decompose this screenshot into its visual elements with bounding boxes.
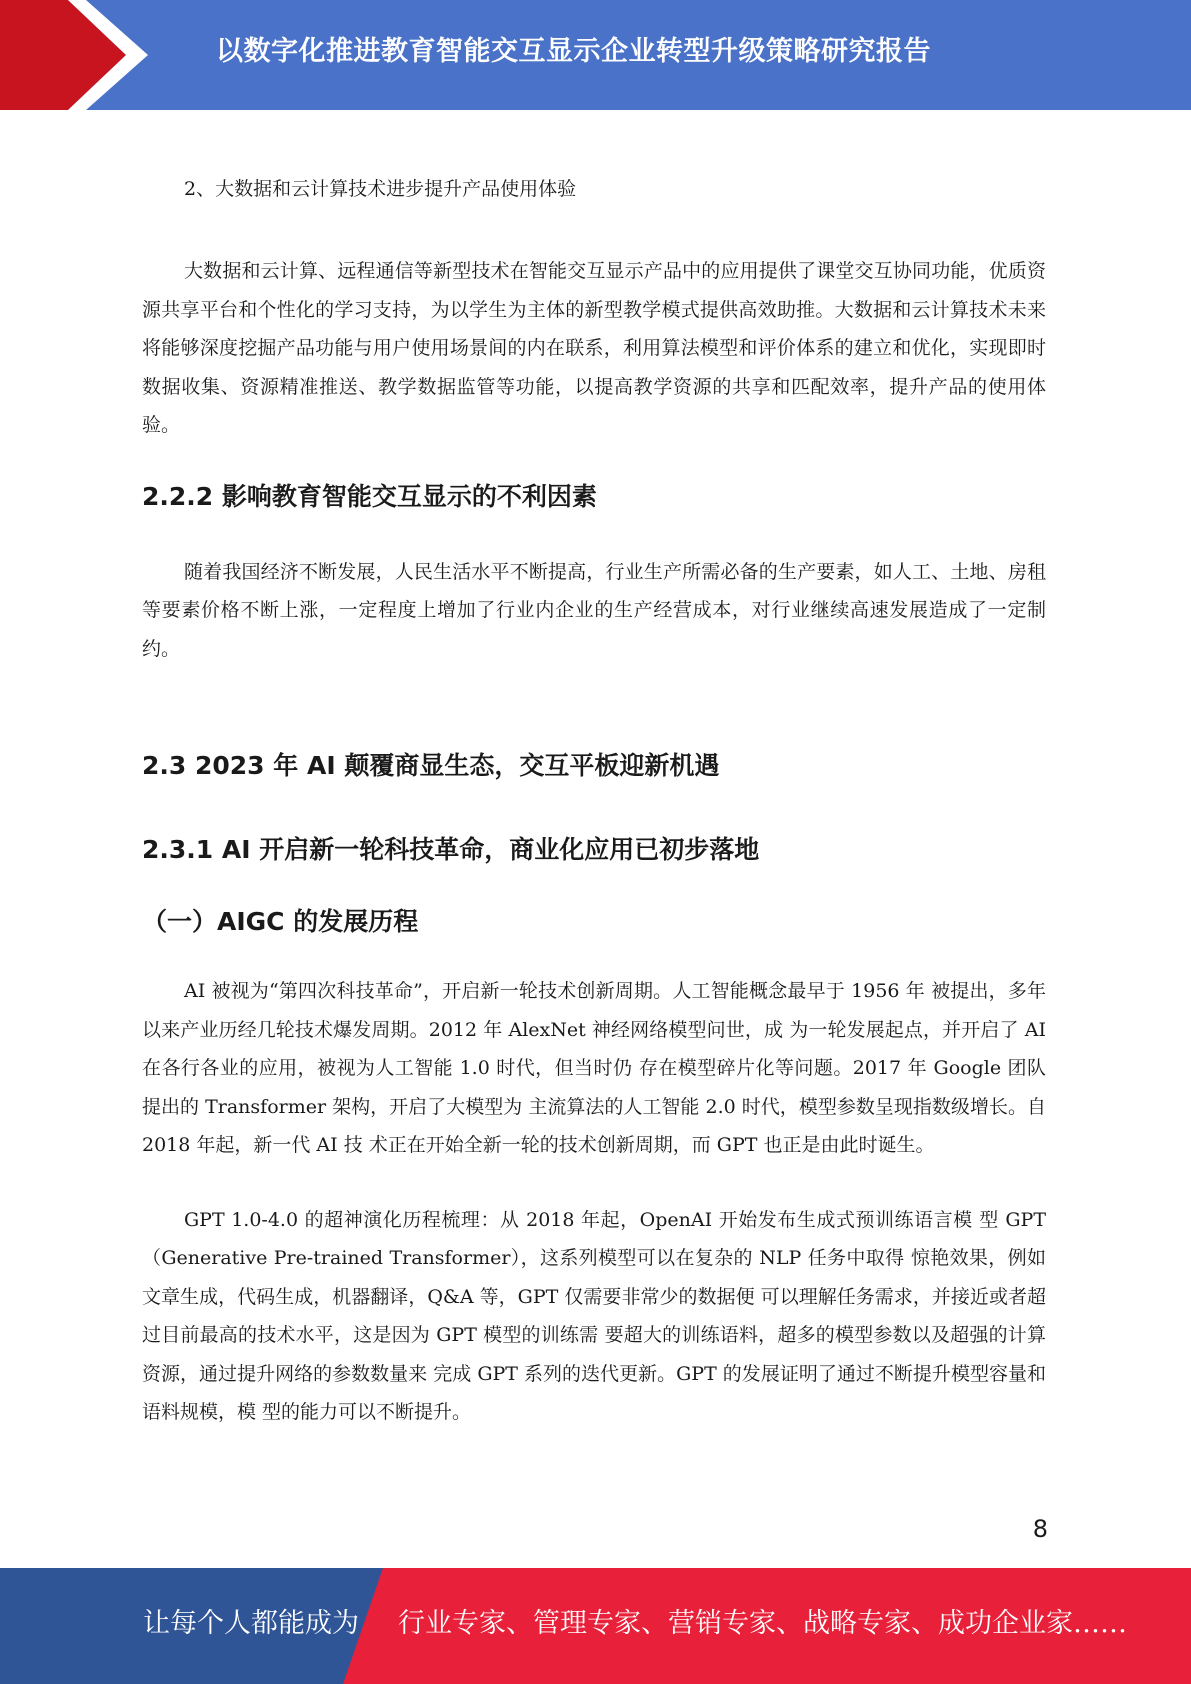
body-paragraph: 大数据和云计算、远程通信等新型技术在智能交互显示产品中的应用提供了课堂交互协同功能，优质资源共享平台和个性化的学习支持，为以学生为主体的新型教学模式提供高效助推。大数据和云计算技术未来将能够深度挖掘产品功能与用户使用场景间的内在联系，利用算法模型和评价体系的建立和优化，实现即时数据收集、资源精准推送、教学数据监管等功能，以提高教学资源的共享和匹配效率，提升产品的使用体验。 bbox=[142, 260, 1046, 436]
section-heading-2-2-2: 2.2.2 影响教育智能交互显示的不利因素 bbox=[142, 481, 597, 511]
header-banner bbox=[0, 0, 1191, 110]
section-heading-2-3-1: 2.3.1 AI 开启新一轮科技革命，商业化应用已初步落地 bbox=[142, 835, 760, 864]
sub-item-heading: 2、大数据和云计算技术进步提升产品使用体验 bbox=[184, 178, 577, 200]
subsection-heading-aigc: （一）AIGC 的发展历程 bbox=[142, 907, 419, 936]
body-paragraph: GPT 1.0-4.0 的超神演化历程梳理：从 2018 年起，OpenAI 开始发布生成式预训练语言模 型 GPT（Generative Pre-trained Transformer），这系列模型可以在复杂的 NLP 任务中取得 惊艳效果，例如文章生成，代码生成，机器翻译，Q&A 等，GPT 仅需要非常少的数据便 可以理解任务需求，并接近或者超过目前最高的技术水平，这是因为 GPT 模型的训练需 要超大的训练语料，超多的模型参数以及超强的计算资源，通过提升网络的参数数量来 完成 GPT 系列的迭代更新。GPT 的发展证明了通过不断提升模型容量和语料规模，模 型的能力可以不断提升。 bbox=[142, 1208, 1046, 1423]
report-title: 以数字化推进教育智能交互显示企业转型升级策略研究报告 bbox=[216, 36, 931, 67]
section-heading-2-3: 2.3 2023 年 AI 颠覆商显生态，交互平板迎新机遇 bbox=[142, 751, 720, 780]
footer-slogan-right: 行业专家、管理专家、营销专家、战略专家、成功企业家…… bbox=[398, 1608, 1127, 1639]
page-number: 8 bbox=[1032, 1515, 1048, 1543]
body-paragraph: 随着我国经济不断发展，人民生活水平不断提高，行业生产所需必备的生产要素，如人工、土地、房租等要素价格不断上涨，一定程度上增加了行业内企业的生产经营成本，对行业继续高速发展造成了一定制约。 bbox=[142, 560, 1046, 660]
footer-slogan-left: 让每个人都能成为 bbox=[143, 1608, 359, 1639]
body-paragraph: AI 被视为“第四次科技革命”，开启新一轮技术创新周期。人工智能概念最早于 1956 年 被提出，多年以来产业历经几轮技术爆发周期。2012 年 AlexNet 神经网络模型问世，成 为一轮发展起点，并开启了 AI 在各行各业的应用，被视为人工智能 1.0 时代，但当时仍 存在模型碎片化等问题。2017 年 Google 团队提出的 Transformer 架构，开启了大模型为 主流算法的人工智能 2.0 时代，模型参数呈现指数级增长。自 2018 年起，新一代 AI 技 术正在开始全新一轮的技术创新周期，而 GPT 也正是由此时诞生。 bbox=[142, 980, 1046, 1156]
page-content bbox=[142, 170, 1046, 1432]
footer-banner bbox=[0, 1568, 1191, 1684]
